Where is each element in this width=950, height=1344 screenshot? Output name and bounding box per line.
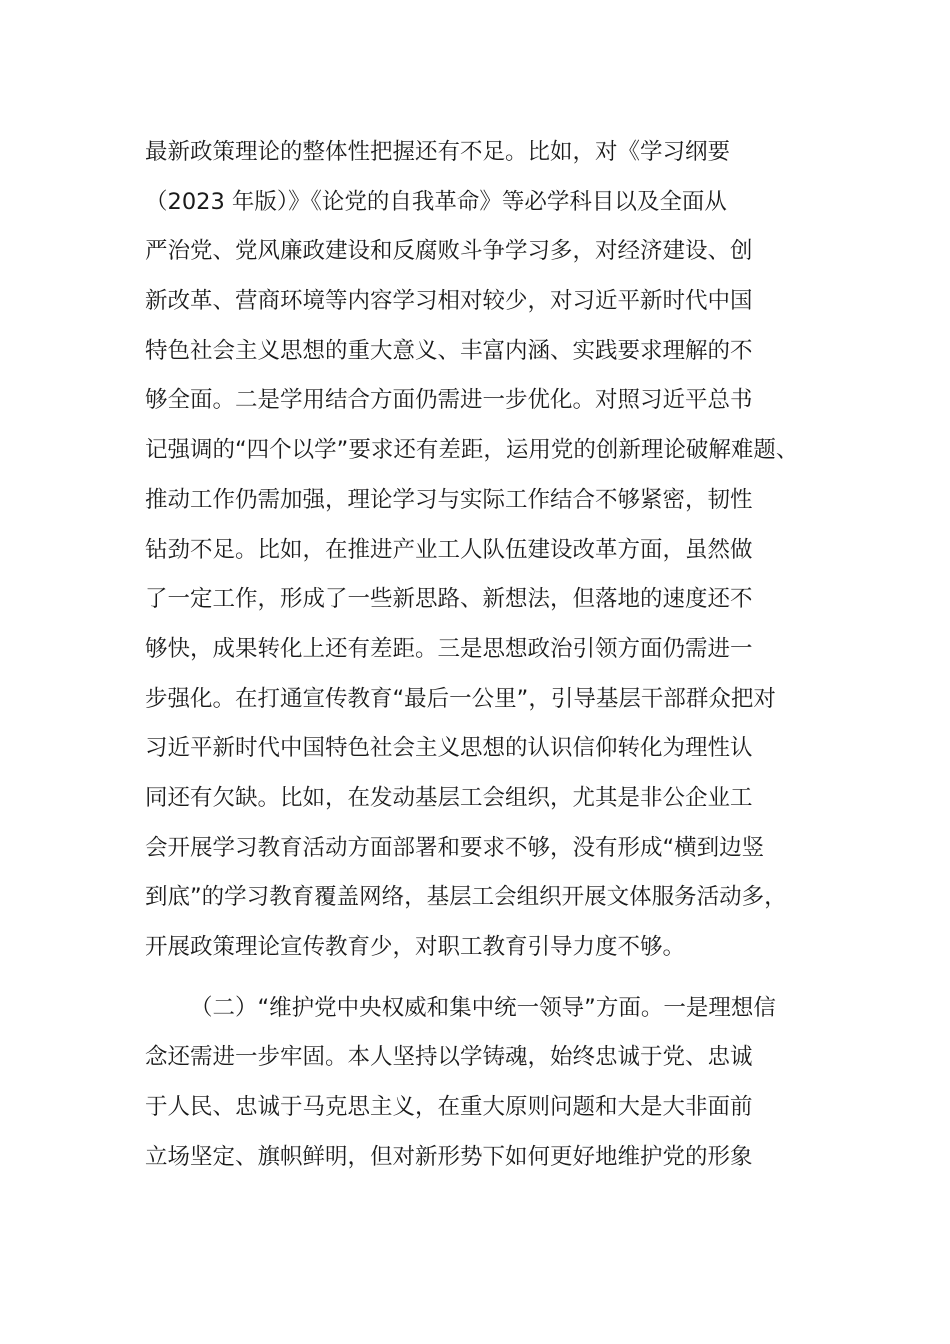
paragraph-line: 最新政策理论的整体性把握还有不足。比如，对《学习纲要 [145, 139, 731, 165]
paragraph-line: 推动工作仍需加强，理论学习与实际工作结合不够紧密，韧性 [145, 486, 753, 513]
paragraph-line: 严治党、党风廉政建设和反腐败斗争学习多，对经济建设、创 [145, 238, 753, 265]
paragraph-line: 记强调的“四个以学”要求还有差距，运用党的创新理论破解难题、 [145, 437, 799, 464]
paragraph-line: 特色社会主义思想的重大意义、丰富内涵、实践要求理解的不 [145, 337, 753, 364]
paragraph-line: 够全面。二是学用结合方面仍需进一步优化。对照习近平总书 [145, 387, 753, 414]
paragraph-line: 同还有欠缺。比如，在发动基层工会组织，尤其是非公企业工 [145, 784, 753, 811]
paragraph-1 [145, 128, 845, 973]
paragraph-line: 了一定工作，形成了一些新思路、新想法，但落地的速度还不 [145, 586, 753, 613]
paragraph-line: 习近平新时代中国特色社会主义思想的认识信仰转化为理性认 [145, 735, 753, 762]
paragraph-line: （2023 年版）》《论党的自我革命》等必学科目以及全面从 [145, 188, 727, 215]
paragraph-line: 钻劲不足。比如，在推进产业工人队伍建设改革方面，虽然做 [145, 536, 753, 563]
paragraph-line: 够快，成果转化上还有差距。三是思想政治引领方面仍需进一 [145, 635, 753, 662]
document-body [145, 128, 845, 1182]
paragraph-line: 开展政策理论宣传教育少，对职工教育引导力度不够。 [145, 934, 686, 960]
paragraph-line: 新改革、营商环境等内容学习相对较少，对习近平新时代中国 [145, 288, 753, 315]
paragraph-line: （二）“维护党中央权威和集中统一领导”方面。一是理想信 [190, 994, 776, 1021]
paragraph-line: 步强化。在打通宣传教育“最后一公里”，引导基层干部群众把对 [145, 685, 776, 712]
paragraph-2 [145, 984, 845, 1183]
paragraph-line: 会开展学习教育活动方面部署和要求不够，没有形成“横到边竖 [145, 834, 765, 861]
paragraph-line: 于人民、忠诚于马克思主义，在重大原则问题和大是大非面前 [145, 1094, 753, 1121]
paragraph-line: 到底”的学习教育覆盖网络，基层工会组织开展文体服务活动多， [145, 884, 787, 911]
paragraph-line: 念还需进一步牢固。本人坚持以学铸魂，始终忠诚于党、忠诚 [145, 1044, 753, 1071]
paragraph-line: 立场坚定、旗帜鲜明，但对新形势下如何更好地维护党的形象 [145, 1143, 753, 1170]
